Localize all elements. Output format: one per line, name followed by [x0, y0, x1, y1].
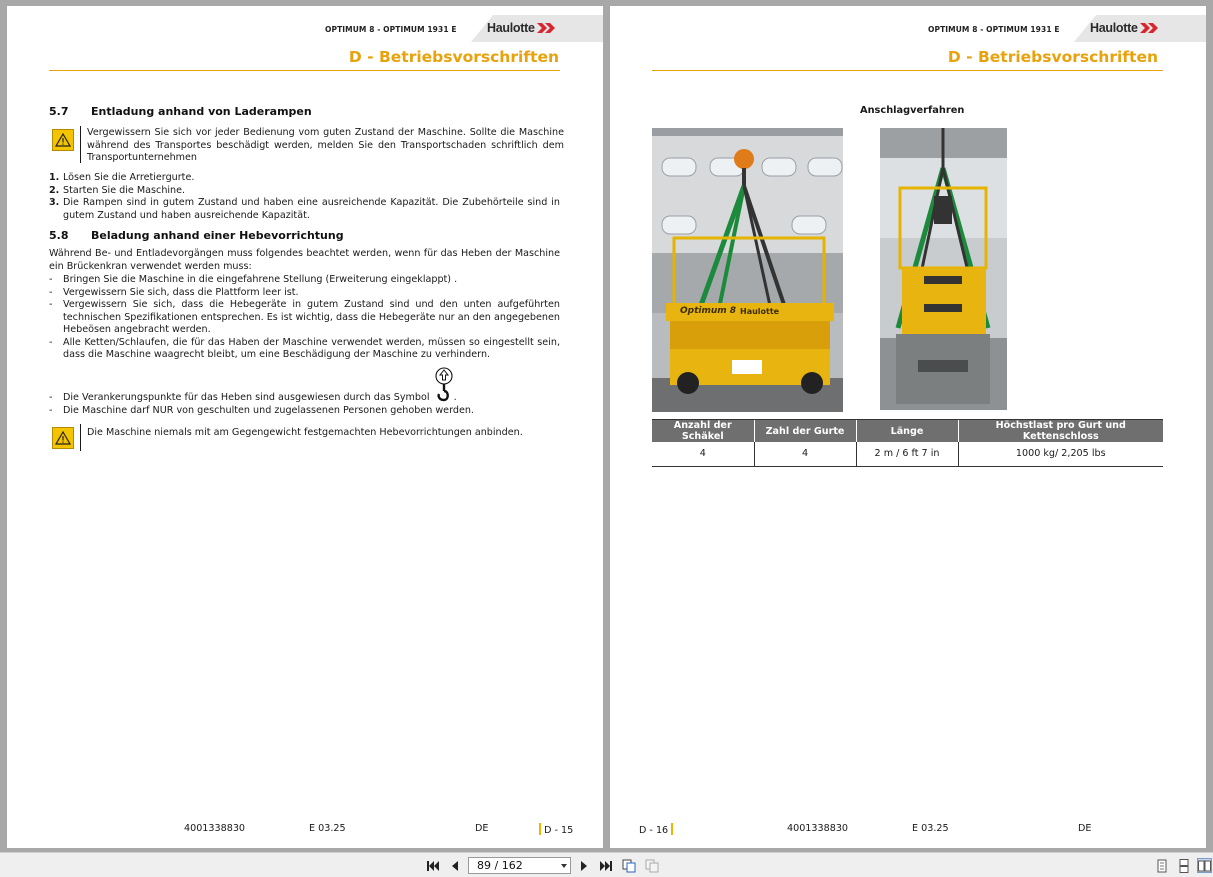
haulotte-logo	[1090, 21, 1160, 35]
paste-page-button[interactable]	[645, 858, 660, 873]
list-item: 2. Starten Sie die Maschine.	[49, 184, 186, 196]
footer-language: DE	[1078, 823, 1092, 834]
table-header: Zahl der Gurte	[754, 420, 856, 442]
warning-box	[49, 126, 564, 163]
table-header: Höchstlast pro Gurt und Kettenschloss	[958, 420, 1163, 442]
heading-number: 5.7	[49, 105, 69, 118]
list-item: 1. Lösen Sie die Arretiergurte.	[49, 172, 195, 183]
paste-icon	[645, 859, 660, 873]
list-item: - Vergewissern Sie sich, dass die Plattform leer ist.	[49, 286, 299, 298]
photo-model-label: Optimum 8	[680, 306, 737, 316]
table-cell: 4	[754, 442, 856, 466]
footer-bar	[539, 823, 541, 835]
haulotte-logo	[487, 21, 557, 35]
bullets-list	[49, 274, 560, 362]
page-right	[610, 6, 1206, 848]
section-title: D - Betriebsvorschriften	[348, 48, 559, 66]
continuous-page-icon	[1178, 859, 1190, 873]
viewer-toolbar	[0, 852, 1213, 877]
table-header: Länge	[856, 420, 958, 442]
warning-text: Vergewissern Sie sich vor jeder Bedienung vom guten Zustand der Maschine. Sollte die Maschine während des Transportes beschädigt werden, melden Sie den Transportschaden schriftlich dem Transportunternehmen	[87, 127, 564, 163]
first-page-icon	[426, 860, 440, 872]
warning-box-2	[49, 424, 564, 451]
last-page-icon	[599, 860, 613, 872]
warning-separator	[80, 126, 81, 163]
continuous-view-button[interactable]	[1176, 858, 1191, 873]
figure-caption: Anschlagverfahren	[860, 105, 965, 116]
single-page-view-button[interactable]	[1154, 858, 1169, 873]
heading-text: Beladung anhand einer Hebevorrichtung	[91, 229, 344, 242]
header-model: OPTIMUM 8 - OPTIMUM 1931 E	[325, 25, 457, 34]
intro-paragraph: Während Be- und Entladevorgängen muss folgendes beachtet werden, wenn für das Heben der Maschine ein Brückenkran verwendet werden muss:	[49, 248, 560, 272]
table-cell: 4	[652, 442, 754, 466]
list-item: - Bringen Sie die Maschine in die eingefahrene Stellung (Erweiterung eingeklappt) .	[49, 274, 458, 285]
heading-5-8	[49, 229, 344, 242]
copy-page-button[interactable]	[622, 858, 637, 873]
table-row	[652, 442, 1163, 466]
list-item: - Die Verankerungspunkte für das Heben sind ausgewiesen durch das Symbol .	[49, 392, 560, 405]
logo-text: Haulotte	[487, 21, 535, 35]
table-cell: 1000 kg/ 2,205 lbs	[958, 442, 1163, 466]
footer-doc-number: 4001338830	[184, 823, 246, 834]
footer-doc-number: 4001338830	[787, 823, 849, 834]
steps-list	[49, 172, 560, 222]
list-item: 3. Die Rampen sind in gutem Zustand und haben eine ausreichende Kapazität. Die Zubehörteile sind in gutem Zustand und haben ausreichende Kapazität.	[49, 197, 560, 221]
photo-lifting-front	[652, 128, 843, 412]
warning-icon	[52, 129, 74, 151]
footer-bar	[671, 823, 673, 835]
page-number-field[interactable]: 89 / 162	[468, 857, 571, 874]
header-model: OPTIMUM 8 - OPTIMUM 1931 E	[928, 25, 1060, 34]
warning-separator	[80, 424, 81, 451]
list-item: - Die Maschine darf NUR von geschulten und zugelassenen Personen gehoben werden.	[49, 404, 474, 416]
two-page-icon	[1198, 860, 1211, 872]
next-page-button[interactable]	[576, 858, 591, 873]
page-dropdown-icon[interactable]	[561, 864, 567, 868]
lifting-hook-icon	[434, 367, 454, 403]
section-rule	[652, 70, 1163, 71]
heading-5-7	[49, 105, 312, 118]
footer-language: DE	[475, 823, 489, 834]
logo-text: Haulotte	[1090, 21, 1138, 35]
table-header-row	[652, 420, 1163, 442]
heading-text: Entladung anhand von Laderampen	[91, 105, 312, 118]
photo-brand-label: Haulotte	[740, 307, 780, 316]
chevrons-icon	[537, 23, 557, 33]
footer-page-number: D - 15	[539, 823, 573, 836]
table-cell: 2 m / 6 ft 7 in	[856, 442, 958, 466]
list-item: - Alle Ketten/Schlaufen, die für das Haben der Maschine verwendet werden, müssen so eingestellt sein, dass die Maschine waagrecht bleibt, um eine Beschädigung der Maschine zu verhindern.	[49, 336, 560, 360]
list-item: - Vergewissern Sie sich, dass die Hebegeräte in gutem Zustand sind und den unten aufgeführten technischen Spezifikationen entsprechen. Es ist wichtig, dass die Hebegeräte nur an den angegebenen Hebeösen angebracht werden.	[49, 299, 560, 335]
warning-text: Die Maschine niemals mit am Gegengewicht festgemachten Hebevorrichtungen anbinden.	[87, 427, 523, 438]
chevrons-icon	[1140, 23, 1160, 33]
heading-number: 5.8	[49, 229, 69, 242]
footer-edition: E 03.25	[912, 823, 949, 834]
page-left	[7, 6, 603, 848]
bullets-list-2	[49, 392, 560, 417]
previous-page-icon	[450, 860, 460, 872]
copy-icon	[622, 859, 637, 873]
table-header: Anzahl der Schäkel	[652, 420, 754, 442]
section-rule	[49, 70, 560, 71]
photo-lifting-side	[880, 128, 1007, 410]
two-page-view-button[interactable]	[1197, 858, 1212, 873]
section-title: D - Betriebsvorschriften	[947, 48, 1158, 66]
first-page-button[interactable]	[425, 858, 440, 873]
warning-icon	[52, 427, 74, 449]
single-page-icon	[1156, 859, 1168, 873]
footer-page-number: D - 16	[639, 823, 673, 836]
footer-edition: E 03.25	[309, 823, 346, 834]
last-page-button[interactable]	[598, 858, 613, 873]
previous-page-button[interactable]	[447, 858, 462, 873]
lifting-spec-table	[652, 420, 1163, 467]
next-page-icon	[579, 860, 589, 872]
